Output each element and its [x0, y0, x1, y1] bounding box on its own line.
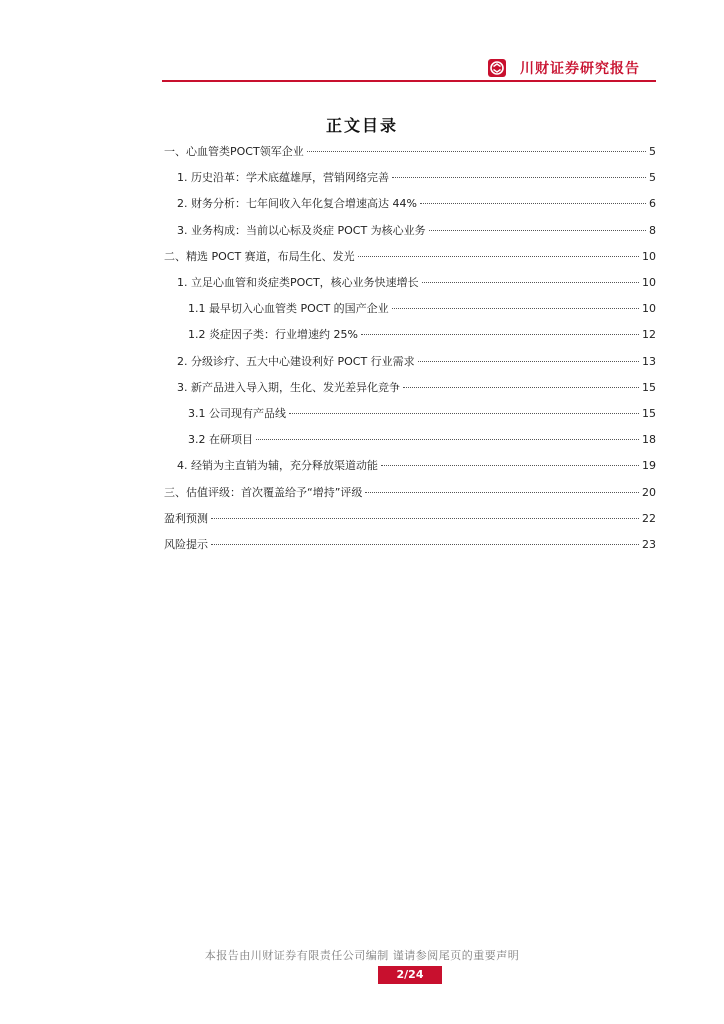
toc-entry-label: 1.1 最早切入心血管类 POCT 的国产企业 [188, 302, 389, 315]
toc-entry-page: 22 [642, 512, 656, 525]
toc-entry-label: 三、估值评级：首次覆盖给予“增持”评级 [164, 486, 363, 499]
toc-entry[interactable] [177, 454, 656, 478]
toc-dot-leader [381, 465, 639, 466]
toc-entry-label: 2. 分级诊疗、五大中心建设利好 POCT 行业需求 [177, 355, 415, 368]
toc-entry[interactable] [164, 533, 656, 557]
toc-entry-page: 10 [642, 302, 656, 315]
toc-title: 正文目录 [325, 116, 398, 135]
toc-dot-leader [307, 151, 646, 152]
header-divider [162, 80, 656, 82]
toc-entry[interactable] [164, 245, 656, 269]
toc-entry[interactable] [188, 402, 656, 426]
toc-dot-leader [422, 282, 639, 283]
toc-dot-leader [365, 492, 639, 493]
toc-dot-leader [403, 387, 639, 388]
toc-entry-page: 19 [642, 459, 656, 472]
chuancai-logo-icon [488, 59, 506, 77]
toc-entry-label: 盈利预测 [164, 512, 208, 525]
toc-entry[interactable] [164, 481, 656, 505]
toc-entry-page: 6 [649, 197, 656, 210]
toc-dot-leader [211, 544, 639, 545]
toc-dot-leader [392, 308, 639, 309]
report-brand-title: 川财证券研究报告 [520, 61, 640, 77]
toc-entry[interactable] [164, 140, 656, 164]
toc-entry-page: 8 [649, 224, 656, 237]
toc-entry-label: 3. 业务构成：当前以心标及炎症 POCT 为核心业务 [177, 224, 426, 237]
toc-entry[interactable] [164, 507, 656, 531]
toc-entry-page: 5 [649, 145, 656, 158]
toc-entry[interactable] [188, 323, 656, 347]
toc-entry[interactable] [177, 376, 656, 400]
toc-entry[interactable] [177, 166, 656, 190]
toc-entry-page: 18 [642, 433, 656, 446]
footer-disclaimer: 本报告由川财证券有限责任公司编制 谨请参阅尾页的重要声明 [204, 949, 520, 962]
toc-entry[interactable] [188, 428, 656, 452]
toc-entry-label: 二、精选 POCT 赛道，布局生化、发光 [164, 250, 355, 263]
toc-entry-label: 一、心血管类POCT领军企业 [164, 145, 304, 158]
toc-dot-leader [358, 256, 639, 257]
toc-dot-leader [256, 439, 639, 440]
toc-dot-leader [418, 361, 639, 362]
toc-entry-page: 23 [642, 538, 656, 551]
toc-entry-label: 4. 经销为主直销为辅，充分释放渠道动能 [177, 459, 378, 472]
toc-entry-label: 1.2 炎症因子类：行业增速约 25% [188, 328, 358, 341]
toc-entry[interactable] [177, 350, 656, 374]
toc-entry-label: 3.2 在研项目 [188, 433, 253, 446]
toc-dot-leader [211, 518, 639, 519]
toc-entry-label: 1. 历史沿革：学术底蕴雄厚，营销网络完善 [177, 171, 389, 184]
toc-entry-label: 3. 新产品进入导入期，生化、发光差异化竞争 [177, 381, 400, 394]
toc-entry-page: 20 [642, 486, 656, 499]
toc-entry[interactable] [177, 192, 656, 216]
toc-entry[interactable] [177, 271, 656, 295]
toc-entry-label: 3.1 公司现有产品线 [188, 407, 286, 420]
toc-entry-label: 2. 财务分析：七年间收入年化复合增速高达 44% [177, 197, 417, 210]
toc-entry-page: 15 [642, 381, 656, 394]
toc-dot-leader [420, 203, 646, 204]
toc-dot-leader [289, 413, 639, 414]
toc-dot-leader [429, 230, 646, 231]
toc-entry-page: 10 [642, 250, 656, 263]
page-number-badge: 2/24 [378, 966, 442, 984]
toc-entry-page: 5 [649, 171, 656, 184]
toc-entry[interactable] [188, 297, 656, 321]
toc-entry-label: 风险提示 [164, 538, 208, 551]
toc-dot-leader [392, 177, 646, 178]
toc-entry-page: 13 [642, 355, 656, 368]
toc-entry[interactable] [177, 219, 656, 243]
toc-entry-label: 1. 立足心血管和炎症类POCT，核心业务快速增长 [177, 276, 419, 289]
toc-entry-page: 10 [642, 276, 656, 289]
toc-entry-page: 15 [642, 407, 656, 420]
toc-dot-leader [361, 334, 639, 335]
toc-entry-page: 12 [642, 328, 656, 341]
